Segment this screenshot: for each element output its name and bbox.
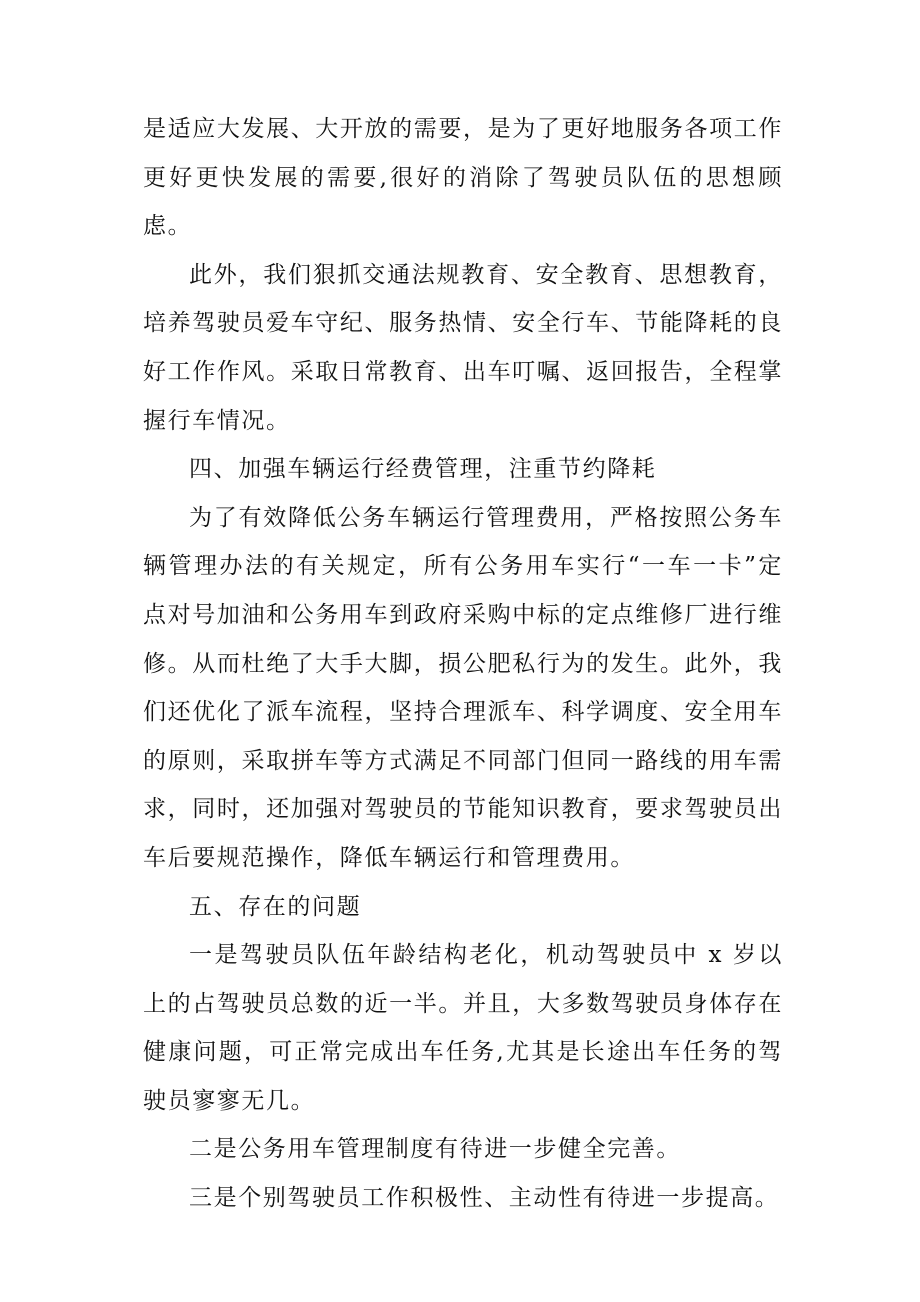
- issue-item-3: 三是个别驾驶员工作积极性、主动性有待进一步提高。: [189, 1185, 780, 1212]
- paragraph-continuation: 是适应大发展、大开放的需要，是为了更好地服务各项工作更好更快发展的需要,很好的消除了驾驶员队伍的思想顾虑。: [143, 116, 783, 240]
- issue-item-1: 一是驾驶员队伍年龄结构老化，机动驾驶员中 x 岁以上的占驾驶员总数的近一半。并且，大多数驾驶员身体存在健康问题，可正常完成出车任务,尤其是长途出车任务的驾驶员寥寥无几。: [143, 942, 783, 1114]
- paragraph-education: 此外，我们狠抓交通法规教育、安全教育、思想教育，培养驾驶员爱车守纪、服务热情、安全行车、节能降耗的良好工作作风。采取日常教育、出车叮嘱、返回报告，全程掌握行车情况。: [143, 261, 783, 434]
- section-heading-4: 四、加强车辆运行经费管理，注重节约降耗: [189, 456, 657, 483]
- issue-item-2: 二是公务用车管理制度有待进一步健全完善。: [189, 1136, 681, 1163]
- paragraph-cost-management: 为了有效降低公务车辆运行管理费用，严格按照公务车辆管理办法的有关规定，所有公务用车实行“一车一卡”定点对号加油和公务用车到政府采购中标的定点维修厂进行维修。从而杜绝了大手大脚，损公肥私行为的发生。此外，我们还优化了派车流程，坚持合理派车、科学调度、安全用车的原则，采取拼车等方式满足不同部门但同一路线的用车需求，同时，还加强对驾驶员的节能知识教育，要求驾驶员出车后要规范操作，降低车辆运行和管理费用。: [143, 504, 783, 871]
- section-heading-5: 五、存在的问题: [189, 893, 362, 920]
- document-body: [143, 105, 783, 1223]
